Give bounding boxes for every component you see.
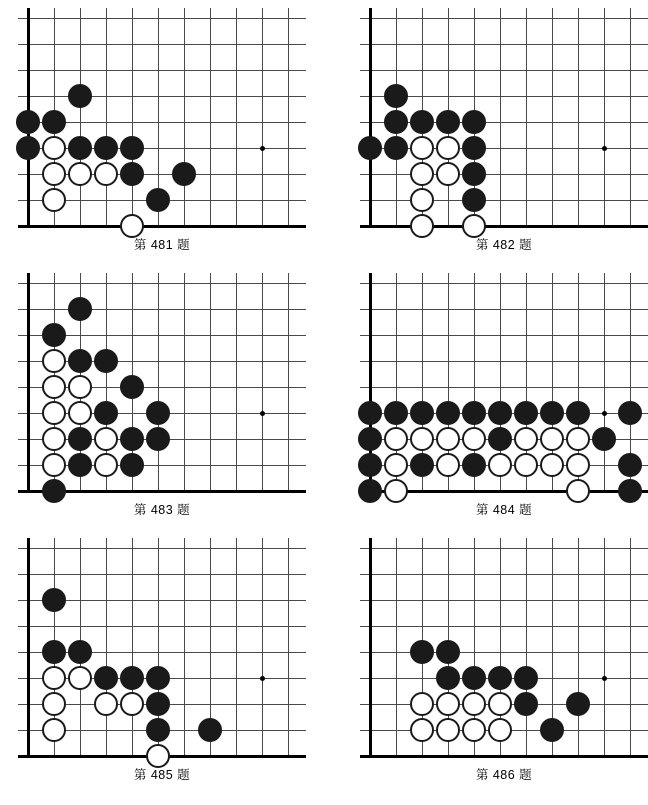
grid-line-vertical [106, 8, 107, 226]
grid-line-vertical [396, 538, 397, 756]
black-stone[interactable] [146, 666, 170, 690]
black-stone[interactable] [436, 401, 460, 425]
black-stone[interactable] [146, 401, 170, 425]
go-board[interactable] [360, 273, 648, 495]
black-stone[interactable] [618, 479, 642, 503]
white-stone[interactable] [42, 453, 66, 477]
grid-line-vertical [262, 8, 263, 226]
grid-line-vertical [578, 538, 579, 756]
white-stone[interactable] [42, 349, 66, 373]
white-stone[interactable] [410, 692, 434, 716]
white-stone[interactable] [488, 718, 512, 742]
black-stone[interactable] [120, 453, 144, 477]
grid-line-vertical [604, 273, 605, 491]
grid-line-vertical [184, 273, 185, 491]
white-stone[interactable] [488, 692, 512, 716]
grid-line-vertical [106, 538, 107, 756]
black-stone[interactable] [462, 136, 486, 160]
white-stone[interactable] [540, 427, 564, 451]
grid-line-vertical [262, 273, 263, 491]
black-stone[interactable] [618, 401, 642, 425]
go-board[interactable] [18, 8, 306, 230]
go-board[interactable] [18, 538, 306, 760]
white-stone[interactable] [566, 453, 590, 477]
black-stone[interactable] [540, 718, 564, 742]
black-stone[interactable] [566, 401, 590, 425]
black-stone[interactable] [16, 136, 40, 160]
black-stone[interactable] [384, 84, 408, 108]
grid-line-vertical [236, 8, 237, 226]
black-stone[interactable] [68, 640, 92, 664]
problem-p482 [360, 8, 648, 258]
black-stone[interactable] [198, 718, 222, 742]
star-point [602, 146, 607, 151]
black-stone[interactable] [146, 427, 170, 451]
black-stone[interactable] [462, 401, 486, 425]
white-stone[interactable] [436, 162, 460, 186]
black-stone[interactable] [68, 427, 92, 451]
problem-p483 [18, 273, 306, 523]
white-stone[interactable] [566, 427, 590, 451]
black-stone[interactable] [462, 162, 486, 186]
board-edge-bottom [360, 225, 648, 228]
grid-line-vertical [500, 8, 501, 226]
black-stone[interactable] [68, 84, 92, 108]
black-stone[interactable] [42, 479, 66, 503]
white-stone[interactable] [94, 692, 118, 716]
grid-line-vertical [184, 8, 185, 226]
black-stone[interactable] [540, 401, 564, 425]
black-stone[interactable] [68, 136, 92, 160]
grid-line-vertical [184, 538, 185, 756]
black-stone[interactable] [462, 110, 486, 134]
board-edge-bottom [18, 225, 306, 228]
black-stone[interactable] [566, 692, 590, 716]
black-stone[interactable] [94, 349, 118, 373]
grid-line-vertical [578, 8, 579, 226]
black-stone[interactable] [410, 640, 434, 664]
problem-p485 [18, 538, 306, 788]
black-stone[interactable] [358, 401, 382, 425]
white-stone[interactable] [384, 453, 408, 477]
black-stone[interactable] [68, 297, 92, 321]
black-stone[interactable] [120, 136, 144, 160]
white-stone[interactable] [42, 666, 66, 690]
board-edge-left [27, 273, 30, 493]
grid-line-vertical [132, 538, 133, 756]
black-stone[interactable] [410, 453, 434, 477]
black-stone[interactable] [410, 401, 434, 425]
white-stone[interactable] [94, 162, 118, 186]
black-stone[interactable] [592, 427, 616, 451]
white-stone[interactable] [42, 692, 66, 716]
white-stone[interactable] [540, 453, 564, 477]
white-stone[interactable] [462, 718, 486, 742]
grid-line-vertical [236, 273, 237, 491]
white-stone[interactable] [68, 401, 92, 425]
grid-line-vertical [80, 8, 81, 226]
problem-caption: 第 483 题 [133, 503, 191, 517]
star-point [260, 411, 265, 416]
white-stone[interactable] [436, 718, 460, 742]
white-stone[interactable] [410, 427, 434, 451]
problem-p486 [360, 538, 648, 788]
white-stone[interactable] [384, 427, 408, 451]
black-stone[interactable] [514, 692, 538, 716]
white-stone[interactable] [436, 136, 460, 160]
grid-line-vertical [630, 8, 631, 226]
white-stone[interactable] [42, 427, 66, 451]
black-stone[interactable] [120, 162, 144, 186]
black-stone[interactable] [358, 136, 382, 160]
black-stone[interactable] [68, 349, 92, 373]
black-stone[interactable] [42, 640, 66, 664]
white-stone[interactable] [94, 427, 118, 451]
black-stone[interactable] [94, 401, 118, 425]
black-stone[interactable] [94, 666, 118, 690]
black-stone[interactable] [68, 453, 92, 477]
black-stone[interactable] [42, 323, 66, 347]
black-stone[interactable] [384, 110, 408, 134]
white-stone[interactable] [436, 453, 460, 477]
problem-caption: 第 486 题 [475, 768, 533, 782]
star-point [260, 676, 265, 681]
black-stone[interactable] [462, 188, 486, 212]
black-stone[interactable] [436, 110, 460, 134]
white-stone[interactable] [42, 718, 66, 742]
white-stone[interactable] [462, 214, 486, 238]
grid-line-vertical [288, 538, 289, 756]
black-stone[interactable] [514, 666, 538, 690]
grid-line-vertical [288, 273, 289, 491]
black-stone[interactable] [172, 162, 196, 186]
black-stone[interactable] [462, 666, 486, 690]
go-board[interactable] [360, 538, 648, 760]
white-stone[interactable] [120, 214, 144, 238]
black-stone[interactable] [436, 640, 460, 664]
white-stone[interactable] [436, 692, 460, 716]
black-stone[interactable] [436, 666, 460, 690]
white-stone[interactable] [120, 692, 144, 716]
grid-line-vertical [158, 273, 159, 491]
problem-p481 [18, 8, 306, 258]
white-stone[interactable] [514, 427, 538, 451]
white-stone[interactable] [42, 162, 66, 186]
grid-line-vertical [552, 8, 553, 226]
black-stone[interactable] [488, 401, 512, 425]
white-stone[interactable] [410, 136, 434, 160]
grid-line-vertical [288, 8, 289, 226]
board-edge-left [369, 8, 372, 228]
grid-line-vertical [630, 538, 631, 756]
board-edge-left [369, 538, 372, 758]
white-stone[interactable] [410, 188, 434, 212]
white-stone[interactable] [410, 162, 434, 186]
white-stone[interactable] [566, 479, 590, 503]
black-stone[interactable] [618, 453, 642, 477]
go-board[interactable] [360, 8, 648, 230]
black-stone[interactable] [488, 666, 512, 690]
white-stone[interactable] [68, 375, 92, 399]
black-stone[interactable] [488, 427, 512, 451]
grid-line-vertical [526, 8, 527, 226]
black-stone[interactable] [358, 479, 382, 503]
white-stone[interactable] [146, 744, 170, 768]
grid-line-vertical [604, 8, 605, 226]
problem-caption: 第 481 题 [133, 238, 191, 252]
black-stone[interactable] [410, 110, 434, 134]
white-stone[interactable] [410, 718, 434, 742]
black-stone[interactable] [146, 718, 170, 742]
black-stone[interactable] [42, 588, 66, 612]
white-stone[interactable] [514, 453, 538, 477]
board-edge-left [27, 538, 30, 758]
white-stone[interactable] [68, 666, 92, 690]
black-stone[interactable] [120, 375, 144, 399]
problem-p484 [360, 273, 648, 523]
grid-line-vertical [604, 538, 605, 756]
problem-caption: 第 482 题 [475, 238, 533, 252]
white-stone[interactable] [42, 401, 66, 425]
black-stone[interactable] [146, 692, 170, 716]
grid-line-vertical [236, 538, 237, 756]
problem-caption: 第 484 题 [475, 503, 533, 517]
black-stone[interactable] [120, 666, 144, 690]
white-stone[interactable] [488, 453, 512, 477]
black-stone[interactable] [384, 401, 408, 425]
grid-line-vertical [210, 8, 211, 226]
white-stone[interactable] [410, 214, 434, 238]
white-stone[interactable] [94, 453, 118, 477]
white-stone[interactable] [436, 427, 460, 451]
black-stone[interactable] [358, 427, 382, 451]
problem-caption: 第 485 题 [133, 768, 191, 782]
star-point [602, 411, 607, 416]
black-stone[interactable] [358, 453, 382, 477]
black-stone[interactable] [42, 110, 66, 134]
white-stone[interactable] [68, 162, 92, 186]
grid-line-vertical [262, 538, 263, 756]
star-point [260, 146, 265, 151]
board-edge-bottom [360, 755, 648, 758]
white-stone[interactable] [42, 188, 66, 212]
white-stone[interactable] [462, 427, 486, 451]
white-stone[interactable] [42, 136, 66, 160]
black-stone[interactable] [94, 136, 118, 160]
grid-line-vertical [210, 273, 211, 491]
star-point [602, 676, 607, 681]
white-stone[interactable] [42, 375, 66, 399]
grid-line-vertical [132, 8, 133, 226]
black-stone[interactable] [16, 110, 40, 134]
white-stone[interactable] [384, 479, 408, 503]
go-board[interactable] [18, 273, 306, 495]
black-stone[interactable] [384, 136, 408, 160]
black-stone[interactable] [514, 401, 538, 425]
black-stone[interactable] [146, 188, 170, 212]
black-stone[interactable] [120, 427, 144, 451]
grid-line-vertical [526, 538, 527, 756]
white-stone[interactable] [462, 692, 486, 716]
black-stone[interactable] [462, 453, 486, 477]
